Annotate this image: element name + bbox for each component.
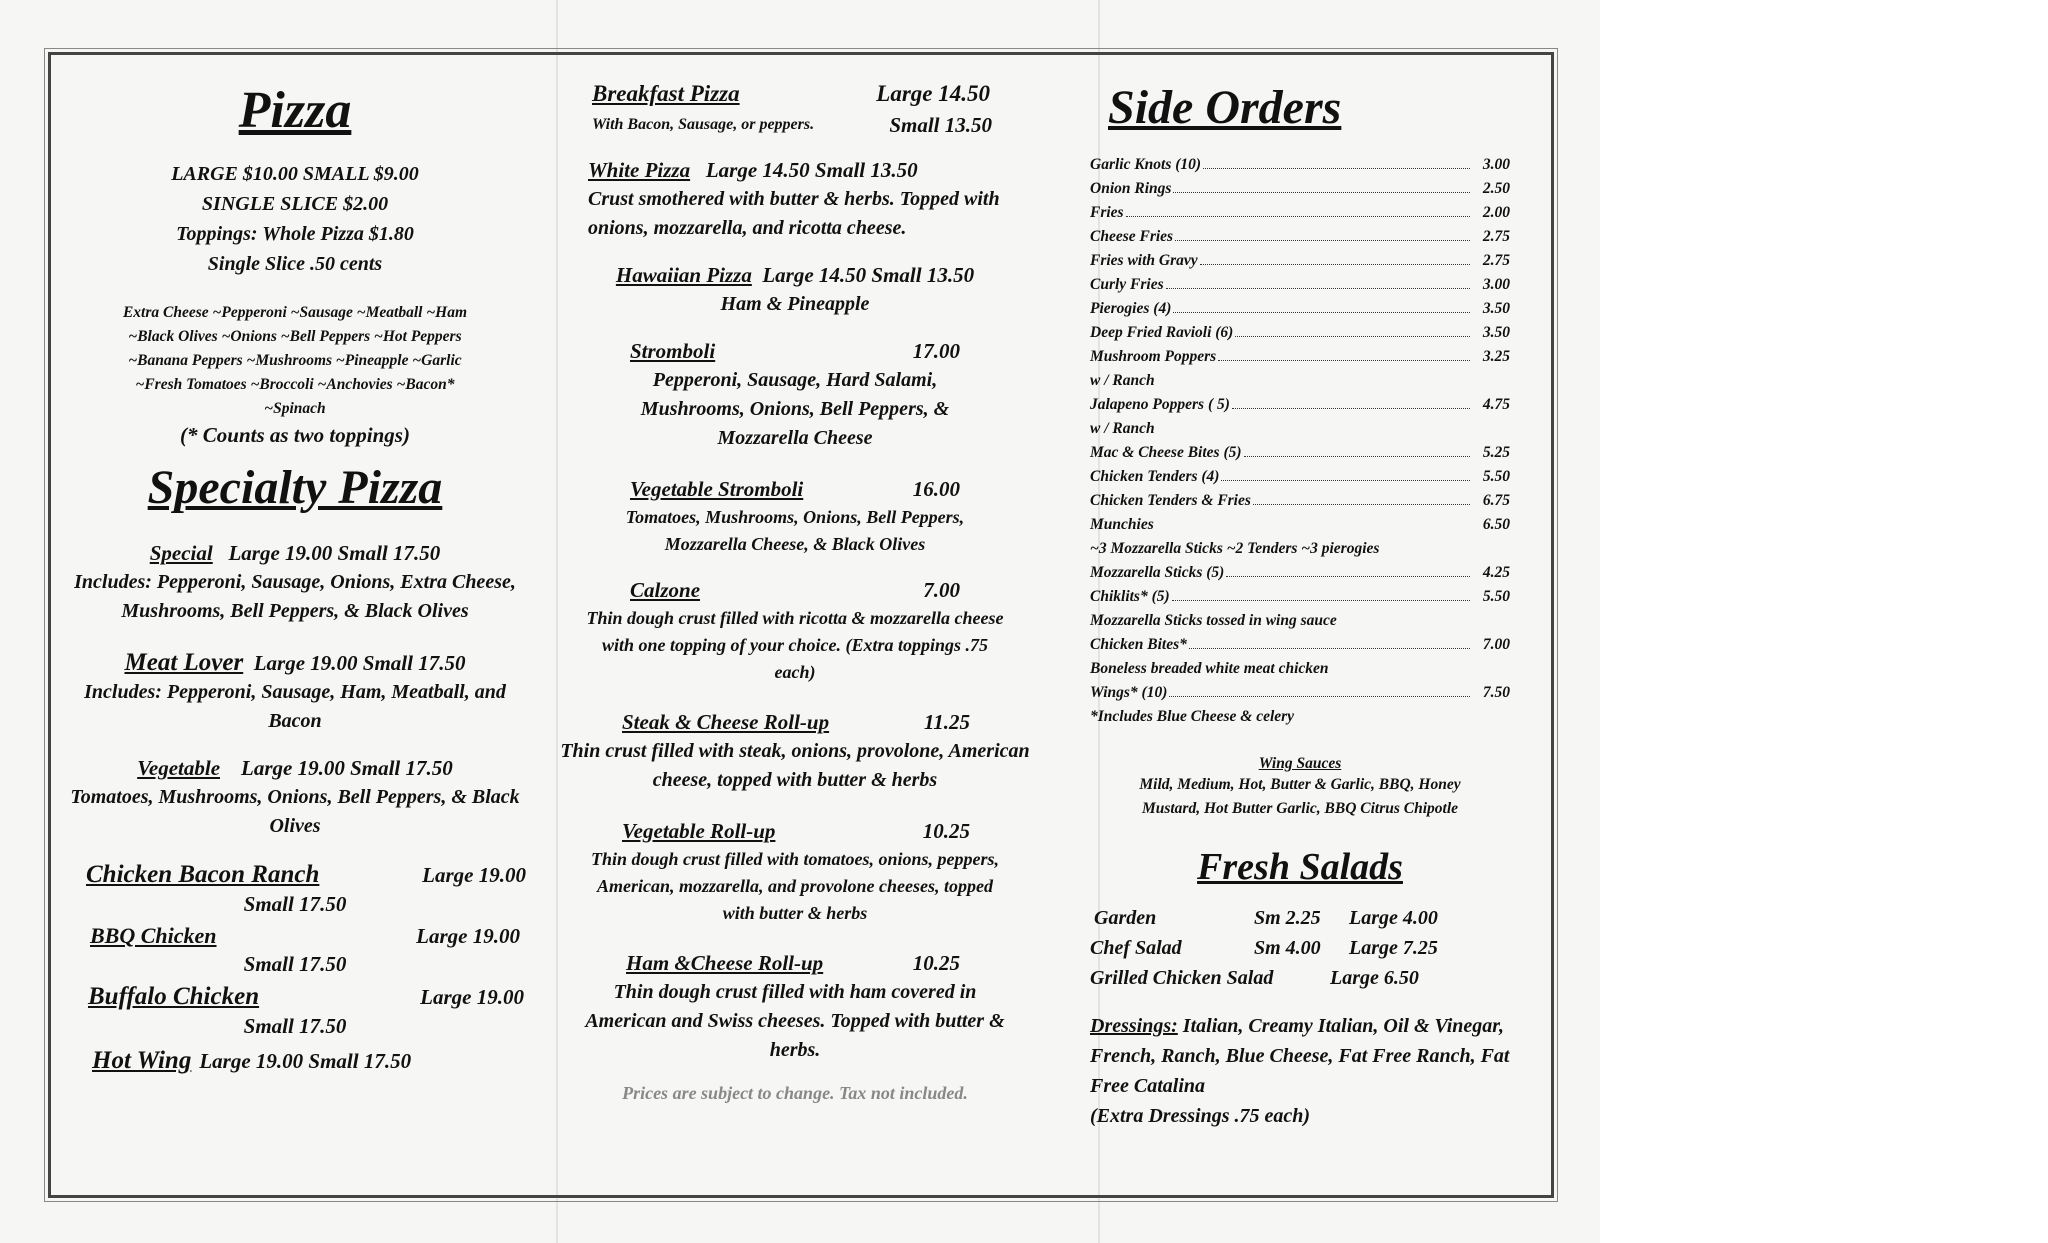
dressings-text: Italian, Creamy Italian, Oil & Vinegar, French, Ranch, Blue Cheese, Fat Free Ranch, Fat Free Catalina [1090,1014,1510,1097]
white-pizza-desc: Crust smothered with butter & herbs. Topped with onions, mozzarella, and ricotta cheese. [588,188,1000,239]
buffalo-chicken-large: Large 19.00 [420,984,524,1009]
steak-cheese-rollup-desc: Thin crust filled with steak, onions, provolone, American cheese, topped with butter & herbs [560,740,1030,791]
wing-sauces-title: Wing Sauces [1258,754,1342,772]
chicken-bacon-ranch-large: Large 19.00 [422,862,526,887]
buffalo-chicken-name: Buffalo Chicken [88,982,260,1010]
side-item: Mac & Cheese Bites (5) 5.25 [1090,443,1510,461]
white-pizza-price: Large 14.50 Small 13.50 [705,158,918,182]
prices-disclaimer: Prices are subject to change. Tax not included. [622,1083,968,1103]
side-item: Fries with Gravy 2.75 [1090,251,1510,269]
special-name: Special [149,540,213,565]
stromboli-item [560,337,1030,453]
side-item: Onion Rings 2.50 [1090,179,1510,197]
chicken-bacon-ranch-item [60,861,530,919]
dressings [1090,1011,1510,1131]
bbq-chicken-name: BBQ Chicken [90,922,217,948]
side-item-note: Boneless breaded white meat chicken [1090,659,1329,677]
meat-lover-name: Meat Lover [124,648,244,676]
vegetable-stromboli-name: Vegetable Stromboli [630,477,804,501]
breakfast-pizza-desc: With Bacon, Sausage, or peppers. [592,116,815,133]
calzone-price: 7.00 [923,578,960,602]
toppings-line: ~Spinach [264,399,326,417]
toppings-line: ~Black Olives ~Onions ~Bell Peppers ~Hot Peppers [128,327,462,345]
side-item: Mushroom Poppers 3.25 [1090,347,1510,365]
stromboli-desc: Pepperoni, Sausage, Hard Salami, Mushrooms, Onions, Bell Peppers, & Mozzarella Cheese [640,369,950,449]
bbq-chicken-large: Large 19.00 [416,923,520,948]
ham-cheese-rollup-item [560,949,1030,1065]
side-orders-title: Side Orders [1108,81,1342,134]
vegetable-rollup-desc: Thin dough crust filled with tomatoes, onions, peppers, American, mozzarella, and provolone cheeses, topped with butter & herbs [590,849,1000,923]
pizza-price-line: SINGLE SLICE $2.00 [201,192,389,215]
vegetable-stromboli-item [560,475,1030,558]
chicken-bacon-ranch-small: Small 17.50 [243,891,347,916]
salad-row: Garden Sm 2.25 Large 4.00 [1094,906,1438,929]
hawaiian-pizza-item [560,261,1030,319]
vegetable-rollup-name: Vegetable Roll-up [622,819,776,843]
side-item: Curly Fries 3.00 [1090,275,1510,293]
ham-cheese-rollup-desc: Thin dough crust filled with ham covered in American and Swiss cheeses. Topped with butter & herbs. [585,981,1005,1061]
toppings-line: Extra Cheese ~Pepperoni ~Sausage ~Meatball ~Ham [122,303,468,321]
vegetable-stromboli-price: 16.00 [912,477,960,501]
stromboli-price: 17.00 [912,339,960,363]
pizza-column [60,52,530,1192]
vegetable-pizza-price: Large 19.00 Small 17.50 [241,755,453,780]
meat-lover-item [60,648,530,736]
side-item: Chicken Tenders (4) 5.50 [1090,467,1510,485]
white-pizza-name: White Pizza [588,158,691,182]
specialty-title: Specialty Pizza [147,460,443,514]
meat-lover-price: Large 19.00 Small 17.50 [253,650,466,675]
pizza-price-line: LARGE $10.00 SMALL $9.00 [171,162,419,185]
hawaiian-pizza-name: Hawaiian Pizza [615,263,752,287]
breakfast-pizza-item [560,78,1030,140]
side-item: Garlic Knots (10) 3.00 [1090,155,1510,173]
toppings-list [60,301,530,421]
breakfast-pizza-large: Large 14.50 [876,81,990,106]
toppings-note: (* Counts as two toppings) [180,422,410,447]
steak-cheese-rollup-price: 11.25 [923,710,970,734]
vegetable-stromboli-desc: Tomatoes, Mushrooms, Onions, Bell Peppers, Mozzarella Cheese, & Black Olives [625,507,965,554]
salad-row: Chef Salad Sm 4.00 Large 7.25 [1090,936,1438,959]
salads-list [1090,903,1510,993]
meat-lover-desc: Includes: Pepperoni, Sausage, Ham, Meatball, and Bacon [84,680,506,732]
special-item [60,539,530,626]
ham-cheese-rollup-price: 10.25 [912,951,960,975]
ham-cheese-rollup-name: Ham &Cheese Roll-up [626,951,824,975]
side-item: Munchies 6.50 [1090,515,1510,533]
bbq-chicken-item [60,923,530,979]
side-item-note: Mozzarella Sticks tossed in wing sauce [1090,611,1337,629]
toppings-line: ~Banana Peppers ~Mushrooms ~Pineapple ~Garlic [128,351,462,369]
pizza-price-line: Toppings: Whole Pizza $1.80 [176,222,414,245]
steak-cheese-rollup-item [560,708,1030,795]
breakfast-pizza-small: Small 13.50 [889,113,992,137]
pizza-price-line: Single Slice .50 cents [207,252,383,275]
fresh-salads-title: Fresh Salads [1197,845,1403,888]
sides-column [1090,52,1510,1192]
toppings-line: ~Fresh Tomatoes ~Broccoli ~Anchovies ~Bacon* [135,375,455,393]
dressings-label: Dressings: [1090,1014,1178,1037]
side-item: Deep Fried Ravioli (6) 3.50 [1090,323,1510,341]
side-item: Wings* (10) 7.50 [1090,683,1510,701]
stromboli-name: Stromboli [630,339,716,363]
side-orders-list [1090,153,1510,729]
side-item: Cheese Fries 2.75 [1090,227,1510,245]
vegetable-pizza-desc: Tomatoes, Mushrooms, Onions, Bell Peppers, & Black Olives [70,785,520,837]
side-item: Chicken Bites* 7.00 [1090,635,1510,653]
side-item-note: *Includes Blue Cheese & celery [1090,707,1295,725]
hot-wing-price: Large 19.00 Small 17.50 [199,1048,412,1073]
side-item: Chicken Tenders & Fries 6.75 [1090,491,1510,509]
side-item: Chiklits* (5) 5.50 [1090,587,1510,605]
pizza-prices [60,159,530,279]
dressings-extra: (Extra Dressings .75 each) [1090,1104,1311,1127]
vegetable-pizza-item [60,754,530,841]
calzone-name: Calzone [630,578,701,602]
side-item: Pierogies (4) 3.50 [1090,299,1510,317]
special-price: Large 19.00 Small 17.50 [228,540,441,565]
steak-cheese-rollup-name: Steak & Cheese Roll-up [622,710,830,734]
calzone-item [560,576,1030,686]
side-item: Jalapeno Poppers ( 5) 4.75 [1090,395,1510,413]
side-item-note: w / Ranch [1090,371,1155,389]
special-desc: Includes: Pepperoni, Sausage, Onions, Extra Cheese, Mushrooms, Bell Peppers, & Black Olives [74,570,516,622]
side-item-note: w / Ranch [1090,419,1155,437]
breakfast-pizza-name: Breakfast Pizza [592,81,740,106]
hot-wing-item [60,1047,530,1075]
vegetable-pizza-name: Vegetable [137,755,221,780]
chicken-bacon-ranch-name: Chicken Bacon Ranch [86,860,320,888]
buffalo-chicken-item [60,983,530,1041]
vegetable-rollup-price: 10.25 [922,819,970,843]
white-pizza-item [560,156,1030,243]
calzone-desc: Thin dough crust filled with ricotta & mozzarella cheese with one topping of your choice. (Extra toppings .75 each) [586,608,1004,682]
hot-wing-name: Hot Wing [92,1046,192,1074]
wing-sauces-text: Mild, Medium, Hot, Butter & Garlic, BBQ, Honey Mustard, Hot Butter Garlic, BBQ Citrus Chipotle [1139,775,1461,817]
specials-column [560,52,1030,1192]
pizza-title: Pizza [238,82,352,139]
buffalo-chicken-small: Small 17.50 [243,1013,347,1038]
salad-row: Grilled Chicken Salad Large 6.50 [1090,966,1419,989]
bbq-chicken-small: Small 17.50 [243,951,347,976]
hawaiian-pizza-desc: Ham & Pineapple [720,293,870,315]
hawaiian-pizza-price: Large 14.50 Small 13.50 [762,263,975,287]
side-item: Mozzarella Sticks (5) 4.25 [1090,563,1510,581]
vegetable-rollup-item [560,817,1030,927]
side-item: Fries 2.00 [1090,203,1510,221]
side-item-note: ~3 Mozzarella Sticks ~2 Tenders ~3 pierogies [1090,539,1380,557]
